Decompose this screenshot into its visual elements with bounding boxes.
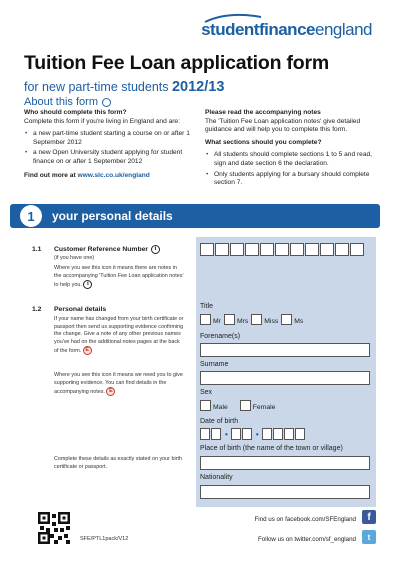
dob-month-digit[interactable] [231,428,241,440]
separator-dot-icon: • [225,429,228,439]
find-out-prefix: Find out more at [24,171,78,179]
checkbox[interactable] [224,314,235,325]
facebook-link[interactable]: Find us on facebook.com/SFEngland [254,516,356,523]
checkbox[interactable] [200,400,211,411]
title-option-miss[interactable] [251,314,278,325]
nationality-field[interactable] [200,485,370,499]
list-item: • All students should complete sections 1 to 5 and read, sign and date section 6 the declaration. [205,151,383,168]
facebook-icon[interactable]: f [362,510,376,524]
title-option-mr[interactable] [200,314,221,325]
dob-year-digit[interactable] [284,428,294,440]
forenames-field[interactable] [200,343,370,357]
dob-label: Date of birth [200,418,239,425]
twitter-icon[interactable]: t [362,530,376,544]
section-number: 1 [20,205,42,227]
brand-logo [201,20,372,42]
crn-digit-box[interactable] [320,243,334,256]
find-out-more [24,172,196,181]
crn-digit-box[interactable] [215,243,229,256]
crn-optional-note: (if you have one) [54,255,95,261]
checkbox[interactable] [281,314,292,325]
personal-help-1-text: If your name has changed from your birth certificate or passport then send us supporting evidence confirming the change. Give a note of any other previous names you've had on the additional notes pages at the back of the form. [54,316,184,355]
crn-input[interactable] [200,243,365,256]
dob-year-digit[interactable] [273,428,283,440]
crn-help [54,265,184,290]
personal-help-1 [54,316,184,356]
brand-part1: studentfinance [201,20,315,39]
option-label: Female [252,404,276,411]
dob-month-digit[interactable] [242,428,252,440]
info-icon: i [83,280,92,289]
sections-heading: What sections should you complete? [205,138,322,146]
dob-day-digit[interactable] [200,428,210,440]
crn-digit-box[interactable] [230,243,244,256]
about-heading [24,96,111,108]
sections-list [205,151,383,187]
personal-details-label: Personal details [54,306,107,313]
title-option-mrs[interactable] [224,314,248,325]
subtitle-year: 2012/13 [171,79,225,95]
pob-label: Place of birth (the name of the town or village) [200,445,343,452]
dob-input[interactable] [200,428,306,440]
info-icon: i [151,245,160,254]
crn-digit-box[interactable] [305,243,319,256]
page-title: Tuition Fee Loan application form [24,52,330,74]
twitter-link[interactable]: Follow us on twitter.com/sf_england [257,536,356,543]
crn-label-text: Customer Reference Number [54,246,149,253]
forenames-label: Forename(s) [200,333,241,340]
crn-label [54,245,160,254]
question-number: 1.2 [32,306,42,313]
evidence-icon: E [106,387,115,396]
evidence-icon: E [83,346,92,355]
about-right-column [205,109,383,190]
personal-help-2-text: Where you see this icon it means we need you to give supporting evidence. You can find details in the accompanying notes. [54,372,183,396]
title-options [200,314,306,325]
option-label: Male [213,404,228,411]
website-link[interactable]: www.slc.co.uk/england [77,171,150,179]
qr-code-icon [38,512,70,544]
sex-options [200,400,278,411]
about-left-column [24,109,196,180]
brand-part2: england [314,20,372,39]
circle-icon [102,98,111,107]
sex-option-male[interactable] [200,400,228,411]
title-option-ms[interactable] [281,314,303,325]
nationality-label: Nationality [200,474,233,481]
brand-wordmark [201,20,372,39]
option-label: Mr [213,318,221,325]
crn-digit-box[interactable] [335,243,349,256]
notes-heading: Please read the accompanying notes [205,109,321,116]
personal-help-2 [54,372,184,397]
about-title: About this form [24,96,98,108]
crn-digit-box[interactable] [260,243,274,256]
checkbox[interactable] [251,314,262,325]
section-title: your personal details [52,209,173,223]
crn-digit-box[interactable] [290,243,304,256]
who-intro: Complete this form if you're living in England and are: [24,117,180,125]
form-reference: SFE/PTL1pack/V12 [80,536,129,542]
checkbox[interactable] [200,314,211,325]
crn-help-text: Where you see this icon it means there are notes in the accompanying 'Tuition Fee Loan application notes' to help you. [54,265,184,289]
page-subtitle [24,79,224,95]
section-header [10,204,380,228]
who-heading: Who should complete this form? [24,109,127,116]
checkbox[interactable] [240,400,251,411]
list-item: • a new Open University student applying for student finance on or after 1 September 2012 [24,149,196,166]
option-label: Mrs [236,318,249,325]
question-number: 1.1 [32,246,42,253]
crn-digit-box[interactable] [245,243,259,256]
sex-option-female[interactable] [240,400,276,411]
list-item: • Only students applying for a bursary should complete section 7. [205,171,383,188]
dob-year-digit[interactable] [262,428,272,440]
who-list [24,130,196,166]
surname-field[interactable] [200,371,370,385]
crn-digit-box[interactable] [350,243,364,256]
personal-help-3: Complete these details as exactly stated on your birth certificate or passport. [54,456,182,470]
option-label: Miss [264,318,279,325]
option-label: Ms [294,318,304,325]
subtitle-text: for new part-time students [24,80,172,94]
surname-label: Surname [200,361,229,368]
crn-digit-box[interactable] [200,243,214,256]
list-item: • a new part-time student starting a course on or after 1 September 2012 [24,130,196,147]
notes-text: The 'Tuition Fee Loan application notes' give detailed guidance and will help you to complete this form. [205,117,361,134]
dob-day-digit[interactable] [211,428,221,440]
separator-dot-icon: • [255,429,259,439]
pob-field[interactable] [200,456,370,470]
dob-year-digit[interactable] [295,428,305,440]
sex-label: Sex [200,389,213,396]
title-label: Title [200,303,213,310]
crn-digit-box[interactable] [275,243,289,256]
